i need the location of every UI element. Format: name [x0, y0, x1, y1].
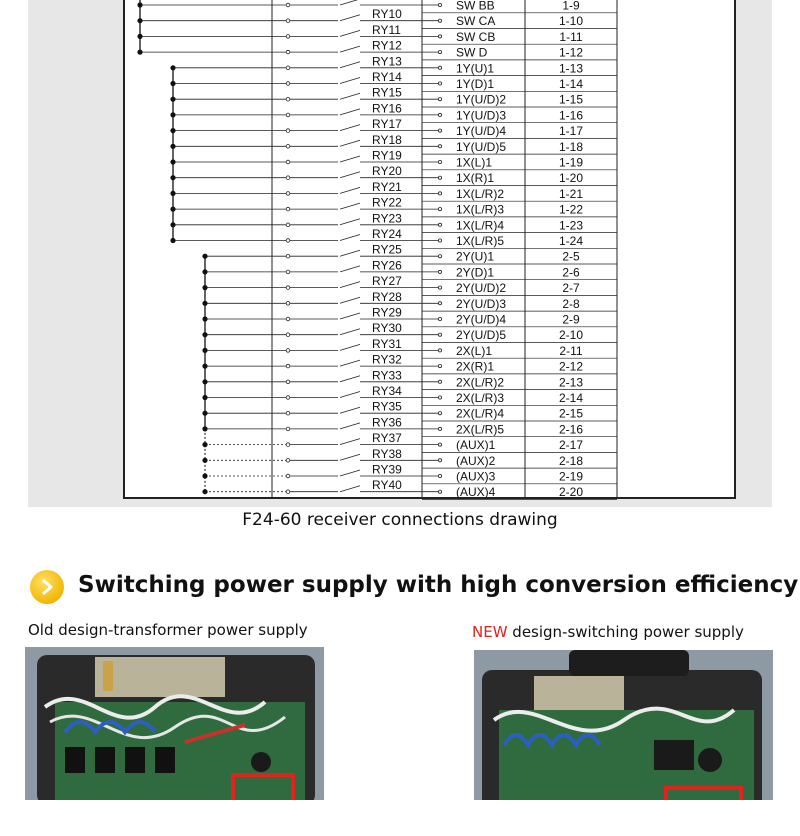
switch-blade [340, 93, 360, 99]
function-label: 2Y(U)1 [456, 249, 495, 264]
terminal-node [438, 412, 441, 415]
old-design-label: Old design-transformer power supply [28, 621, 308, 639]
relay-label: RY29 [372, 305, 402, 320]
contact-node [286, 192, 290, 196]
contact-node [286, 160, 290, 164]
junction-dot [170, 144, 175, 149]
junction-dot [202, 316, 207, 321]
terminal-node [438, 3, 441, 6]
contact-node [286, 207, 290, 211]
switch-blade [340, 282, 360, 288]
terminal-node [438, 459, 441, 462]
switch-blade [340, 250, 360, 256]
terminal-label: 1-18 [558, 139, 584, 154]
terminal-label: 2-10 [558, 328, 584, 343]
terminal-node [438, 396, 441, 399]
terminal-label: 2-14 [558, 391, 584, 405]
switch-blade [340, 203, 360, 209]
junction-dot [202, 254, 207, 259]
relay-label: RY26 [372, 258, 402, 273]
relay-label: RY22 [372, 195, 402, 210]
switch-blade [340, 344, 360, 350]
relay-label: RY32 [372, 352, 402, 367]
relay-label: RY39 [372, 462, 402, 477]
function-label: 2Y(U/D)4 [456, 312, 507, 327]
contact-node [286, 333, 290, 337]
old-board-photo [25, 647, 324, 800]
function-label: 1Y(U/D)2 [456, 92, 507, 107]
chevron-right-circle-icon [30, 570, 64, 604]
switch-blade [340, 156, 360, 162]
switch-blade [340, 486, 360, 492]
contact-node [286, 254, 290, 258]
relay-label: RY21 [372, 179, 402, 194]
relay-label: RY13 [372, 54, 402, 69]
function-label: 1Y(U/D)5 [456, 139, 507, 154]
terminal-label: 2-20 [558, 485, 584, 500]
junction-dot [202, 348, 207, 353]
terminal-node [438, 160, 441, 163]
contact-node [286, 349, 290, 353]
switch-blade [340, 219, 360, 225]
new-badge: NEW [472, 623, 508, 641]
junction-dot [170, 175, 175, 180]
function-label: 1Y(U/D)4 [456, 124, 507, 139]
contact-node [286, 239, 290, 243]
terminal-label: 2-19 [558, 469, 584, 484]
terminal-node [438, 82, 441, 85]
relay-label: RY23 [372, 211, 402, 226]
switch-blade [340, 140, 360, 146]
terminal-label: 2-15 [558, 406, 584, 421]
terminal-label: 1-15 [558, 92, 584, 107]
terminal-label: 1-16 [558, 108, 584, 123]
junction-dot [137, 2, 142, 7]
relay-label: RY28 [372, 289, 402, 304]
contact-node [286, 223, 290, 227]
function-label: 2X(L/R)3 [456, 391, 505, 405]
junction-dot [202, 379, 207, 384]
contact-node [286, 474, 290, 478]
terminal-label: 1-20 [558, 171, 584, 186]
contact-node [286, 113, 290, 117]
terminal-node [438, 380, 441, 383]
switch-blade [340, 125, 360, 131]
relay-label: RY38 [372, 446, 402, 461]
new-board-photo [474, 650, 773, 800]
function-label: (AUX)3 [456, 469, 496, 484]
section-heading [30, 568, 799, 608]
function-label: 1X(L/R)4 [456, 218, 505, 233]
terminal-node [438, 176, 441, 179]
junction-dot [202, 395, 207, 400]
function-label: (AUX)1 [456, 438, 496, 453]
terminal-label: 2-13 [558, 375, 584, 390]
switch-blade [340, 454, 360, 460]
junction-dot [202, 473, 207, 478]
terminal-label: 2-8 [562, 296, 580, 311]
terminal-label: 1-13 [558, 61, 584, 76]
terminal-node [438, 286, 441, 289]
function-label: 2X(L/R)4 [456, 406, 505, 421]
contact-node [286, 129, 290, 133]
function-label: 1X(L/R)5 [456, 234, 505, 248]
junction-dot [202, 269, 207, 274]
contact-node [286, 145, 290, 149]
contact-node [286, 3, 290, 7]
function-label: 1Y(U)1 [456, 61, 495, 76]
contact-node [286, 19, 290, 23]
switch-blade [340, 62, 360, 68]
terminal-node [438, 19, 441, 22]
contact-node [286, 317, 290, 321]
switch-blade [340, 297, 360, 303]
terminal-label: 2-17 [558, 438, 584, 453]
function-label: SW BB [456, 0, 495, 13]
junction-dot [170, 97, 175, 102]
switch-blade [340, 15, 360, 21]
junction-dot [170, 128, 175, 133]
terminal-label: 1-19 [558, 155, 584, 170]
terminal-node [438, 349, 441, 352]
terminal-label: 2-11 [559, 343, 583, 358]
terminal-node [438, 302, 441, 305]
switch-blade [340, 0, 360, 5]
junction-dot [170, 112, 175, 117]
function-label: 2Y(U/D)5 [456, 328, 507, 343]
relay-label: RY24 [372, 227, 402, 241]
contact-node [286, 35, 290, 39]
contact-node [286, 459, 290, 463]
contact-node [286, 50, 290, 54]
junction-dot [170, 65, 175, 70]
junction-dot [202, 442, 207, 447]
terminal-node [438, 474, 441, 477]
terminal-label: 2-5 [562, 249, 580, 264]
junction-dot [170, 81, 175, 86]
terminal-node [438, 270, 441, 273]
switch-blade [340, 360, 360, 366]
contact-node [286, 302, 290, 306]
terminal-node [438, 317, 441, 320]
contact-node [286, 82, 290, 86]
terminal-node [438, 145, 441, 148]
section-title: Switching power supply with high conversion efficiency [78, 572, 799, 598]
junction-dot [170, 207, 175, 212]
terminal-label: 2-6 [562, 265, 580, 280]
function-label: 2Y(D)1 [456, 265, 495, 280]
switch-blade [340, 392, 360, 398]
relay-label: RY35 [372, 399, 402, 414]
diagram-caption: F24-60 receiver connections drawing [242, 510, 558, 530]
relay-label: RY17 [372, 117, 402, 132]
function-label: SW CA [456, 14, 496, 29]
junction-dot [202, 301, 207, 306]
switch-blade [340, 187, 360, 193]
contact-node [286, 411, 290, 415]
junction-dot [137, 50, 142, 55]
junction-dot [170, 191, 175, 196]
relay-label: RY14 [372, 70, 402, 84]
function-label: SW D [456, 45, 488, 60]
relay-label: RY30 [372, 321, 402, 336]
relay-label: RY37 [372, 431, 402, 446]
new-design-text: design-switching power supply [507, 623, 744, 641]
terminal-label: 1-12 [558, 45, 584, 60]
terminal-node [438, 35, 441, 38]
function-label: 1Y(U/D)3 [456, 108, 507, 123]
function-label: 2Y(U/D)3 [456, 296, 507, 311]
switch-blade [340, 376, 360, 382]
relay-label: RY33 [372, 368, 402, 383]
switch-blade [340, 470, 360, 476]
terminal-label: 2-12 [558, 359, 584, 374]
terminal-label: 1-23 [558, 218, 584, 233]
relay-label: RY16 [372, 101, 402, 116]
terminal-node [438, 208, 441, 211]
terminal-node [438, 239, 441, 242]
terminal-node [438, 255, 441, 258]
terminal-label: 1-10 [558, 14, 584, 29]
relay-label: RY18 [372, 132, 402, 147]
function-label: 1X(L)1 [456, 155, 493, 170]
function-label: (AUX)4 [456, 485, 496, 500]
relay-label: RY40 [372, 478, 402, 493]
relay-label: RY11 [372, 22, 401, 37]
relay-label: RY31 [372, 336, 402, 351]
contact-node [286, 286, 290, 290]
terminal-label: 1-14 [558, 77, 584, 91]
function-label: (AUX)2 [456, 453, 496, 468]
switch-blade [340, 30, 360, 36]
relay-label: RY25 [372, 242, 402, 257]
terminal-label: 1-22 [558, 202, 584, 217]
junction-dot [170, 238, 175, 243]
terminal-label: 1-9 [562, 0, 580, 13]
junction-dot [202, 364, 207, 369]
terminal-node [438, 98, 441, 101]
terminal-label: 2-7 [562, 281, 580, 296]
relay-label: RY19 [372, 148, 402, 163]
switch-blade [340, 235, 360, 241]
function-label: 1X(R)1 [456, 171, 495, 186]
switch-blade [340, 439, 360, 445]
switch-blade [340, 46, 360, 52]
junction-dot [202, 285, 207, 290]
function-label: 1Y(D)1 [456, 77, 495, 91]
switch-blade [340, 407, 360, 413]
terminal-node [438, 113, 441, 116]
contact-node [286, 97, 290, 101]
contact-node [286, 176, 290, 180]
junction-dot [137, 34, 142, 39]
function-label: 2Y(U/D)2 [456, 281, 507, 296]
junction-dot [170, 222, 175, 227]
terminal-node [438, 192, 441, 195]
junction-dot [202, 489, 207, 494]
relay-label: RY12 [372, 38, 402, 53]
terminal-node [438, 129, 441, 132]
contact-node [286, 443, 290, 447]
junction-dot [202, 332, 207, 337]
contact-node [286, 364, 290, 368]
terminal-label: 1-17 [558, 124, 584, 139]
function-label: SW CB [456, 29, 496, 44]
terminal-label: 2-16 [558, 422, 584, 437]
switch-blade [340, 329, 360, 335]
relay-label: RY10 [372, 7, 402, 22]
terminal-node [438, 333, 441, 336]
terminal-node [438, 66, 441, 69]
switch-blade [340, 313, 360, 319]
relay-label: RY15 [372, 85, 402, 100]
function-label: 2X(L)1 [456, 343, 493, 358]
function-label: 1X(L/R)2 [456, 186, 505, 201]
contact-node [286, 380, 290, 384]
terminal-label: 1-21 [558, 186, 584, 201]
terminal-label: 2-9 [562, 312, 580, 327]
junction-dot [202, 458, 207, 463]
terminal-node [438, 427, 441, 430]
terminal-label: 1-24 [558, 234, 584, 248]
terminal-node [438, 51, 441, 54]
new-design-label [472, 623, 744, 641]
relay-label: RY34 [372, 384, 402, 398]
junction-dot [202, 411, 207, 416]
relay-label: RY36 [372, 415, 402, 430]
contact-node [286, 427, 290, 431]
terminal-node [438, 365, 441, 368]
function-label: 1X(L/R)3 [456, 202, 505, 217]
terminal-node [438, 490, 441, 493]
junction-dot [137, 18, 142, 23]
terminal-node [438, 443, 441, 446]
switch-blade [340, 423, 360, 429]
function-label: 2X(L/R)5 [456, 422, 505, 437]
junction-dot [202, 426, 207, 431]
switch-blade [340, 266, 360, 272]
switch-blade [340, 172, 360, 178]
contact-node [286, 270, 290, 274]
terminal-node [438, 223, 441, 226]
junction-dot [170, 159, 175, 164]
function-label: 2X(R)1 [456, 359, 495, 374]
function-label: 2X(L/R)2 [456, 375, 505, 390]
switch-blade [340, 109, 360, 115]
contact-node [286, 396, 290, 400]
relay-label: RY20 [372, 164, 402, 179]
switch-blade [340, 78, 360, 84]
relay-label: RY27 [372, 274, 402, 289]
contact-node [286, 490, 290, 494]
contact-node [286, 66, 290, 70]
terminal-label: 1-11 [559, 29, 583, 44]
terminal-label: 2-18 [558, 453, 584, 468]
